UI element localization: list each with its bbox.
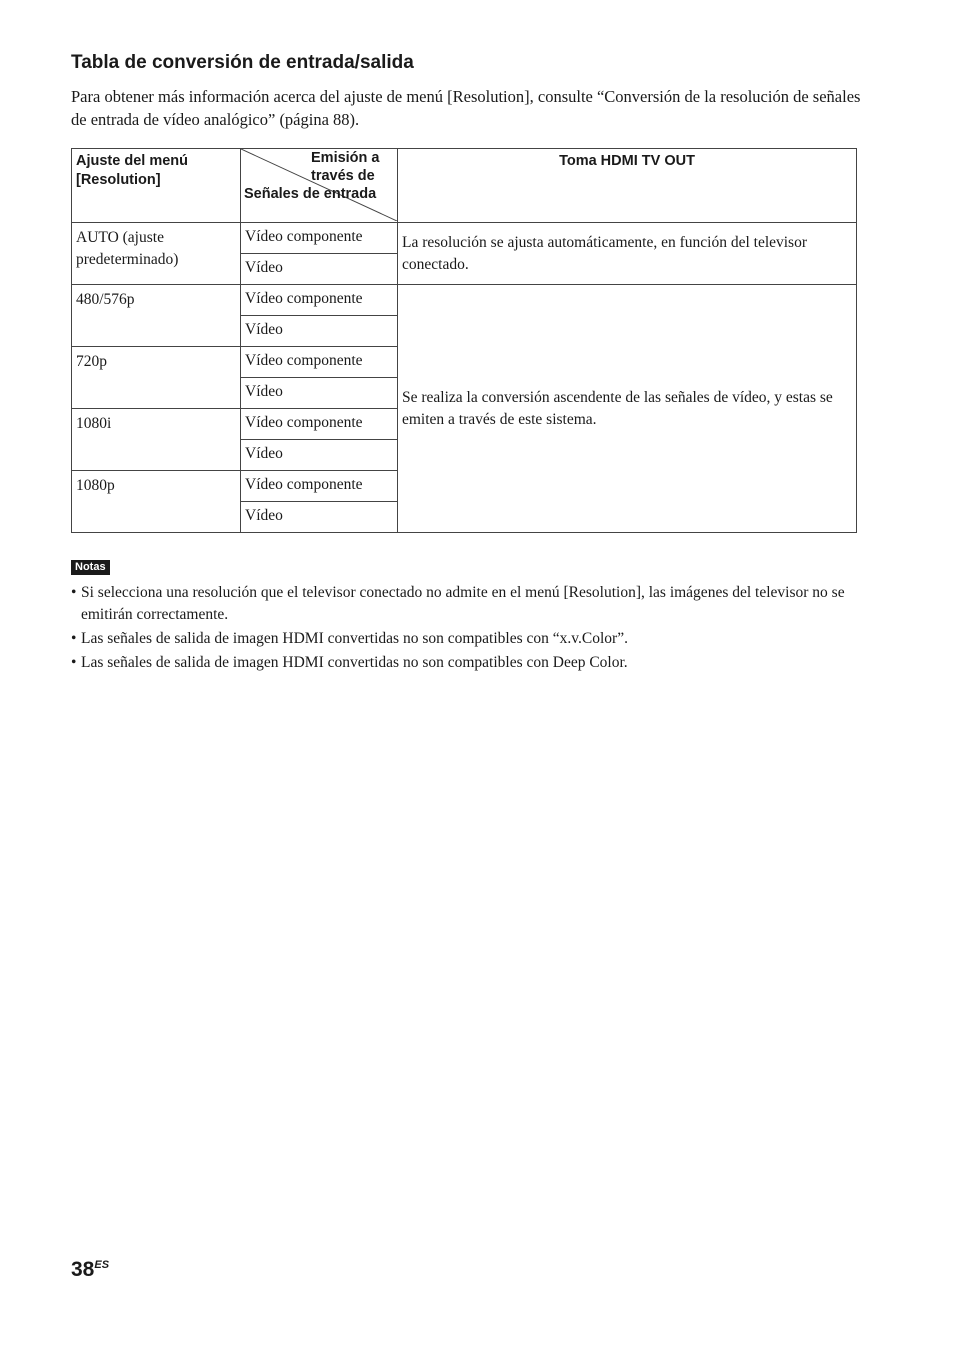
page-number-value: 38 [71, 1258, 95, 1281]
output-upconvert-text: Se realiza la conversión ascendente de las señales de vídeo, y estas se emiten a través de este sistema. [398, 285, 857, 533]
notes-list [71, 582, 861, 676]
page-language-suffix: ES [94, 1259, 110, 1271]
page-number [71, 1258, 109, 1282]
note-text: Si selecciona una resolución que el televisor conectado no admite en el menú [Resolution], las imágenes del televisor no se emitirán correctamente. [81, 584, 845, 623]
note-item [71, 628, 861, 650]
row-input: Vídeo [241, 378, 398, 409]
table-header-row [72, 149, 857, 223]
note-text: Las señales de salida de imagen HDMI convertidas no son compatibles con Deep Color. [81, 654, 628, 671]
row-input: Vídeo componente [241, 471, 398, 502]
section-title: Tabla de conversión de entrada/salida [71, 52, 414, 73]
row-resolution: AUTO (ajuste predeterminado) [72, 223, 241, 285]
intro-paragraph: Para obtener más información acerca del ajuste de menú [Resolution], consulte “Conversión de la resolución de señales de entrada de vídeo analógico” (página 88). [71, 87, 861, 129]
table-row [72, 285, 857, 316]
header-input-signals: Señales de entrada [244, 186, 377, 202]
header-output-via: Emisión a través de [311, 150, 380, 184]
row-resolution: 1080p [72, 471, 241, 533]
row-input: Vídeo [241, 316, 398, 347]
notes-badge: Notas [71, 560, 110, 575]
row-input: Vídeo [241, 502, 398, 533]
bullet-icon: • [71, 654, 77, 671]
row-resolution: 720p [72, 347, 241, 409]
conversion-table [71, 148, 857, 533]
row-resolution: 480/576p [72, 285, 241, 347]
note-item [71, 652, 861, 674]
output-auto-text: La resolución se ajusta automáticamente, en función del televisor conectado. [398, 223, 857, 285]
row-input: Vídeo componente [241, 223, 398, 254]
bullet-icon: • [71, 630, 77, 647]
header-diagonal-cell [241, 149, 398, 223]
bullet-icon: • [71, 584, 77, 601]
note-text: Las señales de salida de imagen HDMI convertidas no son compatibles con “x.v.Color”. [81, 630, 628, 647]
row-input: Vídeo componente [241, 347, 398, 378]
row-resolution: 1080i [72, 409, 241, 471]
header-resolution: Ajuste del menú [Resolution] [72, 149, 241, 223]
row-input: Vídeo [241, 440, 398, 471]
row-input: Vídeo [241, 254, 398, 285]
note-item [71, 582, 861, 626]
table-row [72, 223, 857, 254]
row-input: Vídeo componente [241, 285, 398, 316]
header-output: Toma HDMI TV OUT [398, 149, 857, 223]
row-input: Vídeo componente [241, 409, 398, 440]
